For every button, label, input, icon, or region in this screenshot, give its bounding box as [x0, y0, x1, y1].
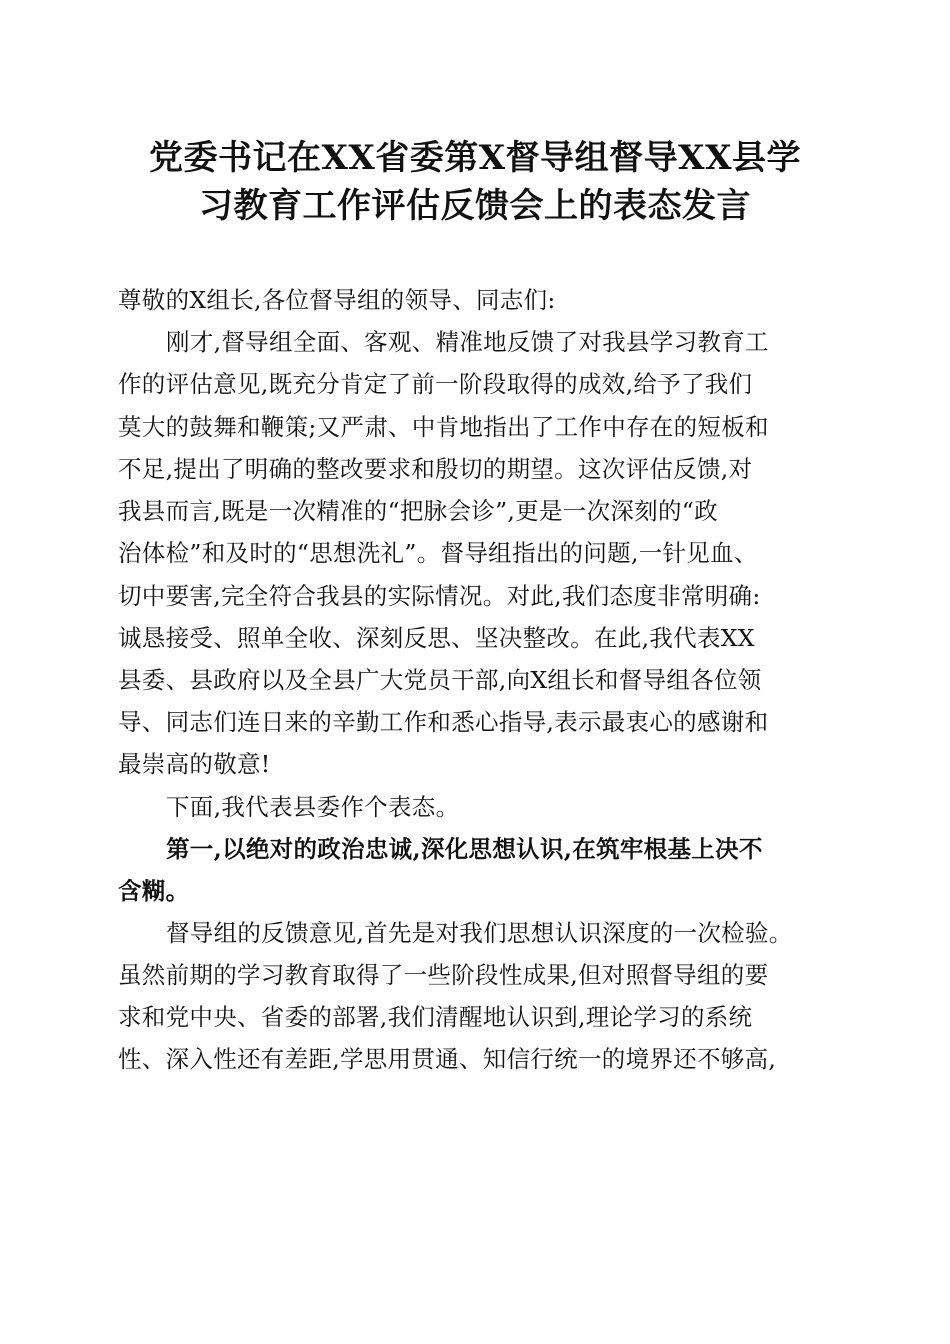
- body-line-2: 作的评估意见,既充分肯定了前一阶段取得的成效,给予了我们: [118, 370, 753, 398]
- body-line-15: 求和党中央、省委的部署,我们清醒地认识到,理论学习的系统: [118, 1003, 753, 1031]
- body-line-12: 下面,我代表县委作个表态。: [166, 793, 460, 821]
- body-line-6: 治体检”和及时的“思想洗礼”。督导组指出的问题,一针见血、: [118, 539, 758, 567]
- body-line-9: 县委、县政府以及全县广大党员干部,向X组长和督导组各位领: [118, 666, 762, 694]
- body-line-4: 不足,提出了明确的整改要求和殷切的期望。这次评估反馈,对: [118, 455, 753, 483]
- document-title-line-1: 党委书记在XX省委第X督导组督导XX县学: [149, 138, 801, 178]
- body-line-7: 切中要害,完全符合我县的实际情况。对此,我们态度非常明确:: [118, 582, 761, 610]
- body-line-8: 诚恳接受、照单全收、深刻反思、坚决整改。在此,我代表XX: [118, 624, 755, 652]
- document-title-line-2: 习教育工作评估反馈会上的表态发言: [199, 186, 751, 226]
- section-heading-line-2: 含糊。: [118, 877, 190, 905]
- section-heading-line-1: 第一,以绝对的政治忠诚,深化思想认识,在筑牢根基上决不: [166, 835, 763, 863]
- body-line-3: 莫大的鼓舞和鞭策;又严肃、中肯地指出了工作中存在的短板和: [118, 413, 769, 441]
- body-line-10: 导、同志们连日来的辛勤工作和悉心指导,表示最衷心的感谢和: [118, 708, 769, 736]
- body-line-14: 虽然前期的学习教育取得了一些阶段性成果,但对照督导组的要: [118, 961, 769, 989]
- body-line-1: 刚才,督导组全面、客观、精准地反馈了对我县学习教育工: [166, 328, 769, 356]
- body-line-16: 性、深入性还有差距,学思用贯通、知信行统一的境界还不够高,: [118, 1045, 777, 1073]
- salutation: 尊敬的X组长,各位督导组的领导、同志们:: [118, 286, 556, 314]
- body-line-11: 最崇高的敬意!: [118, 750, 271, 778]
- body-line-5: 我县而言,既是一次精准的“把脉会诊”,更是一次深刻的“政: [118, 497, 718, 525]
- body-line-13: 督导组的反馈意见,首先是对我们思想认识深度的一次检验。: [166, 919, 793, 947]
